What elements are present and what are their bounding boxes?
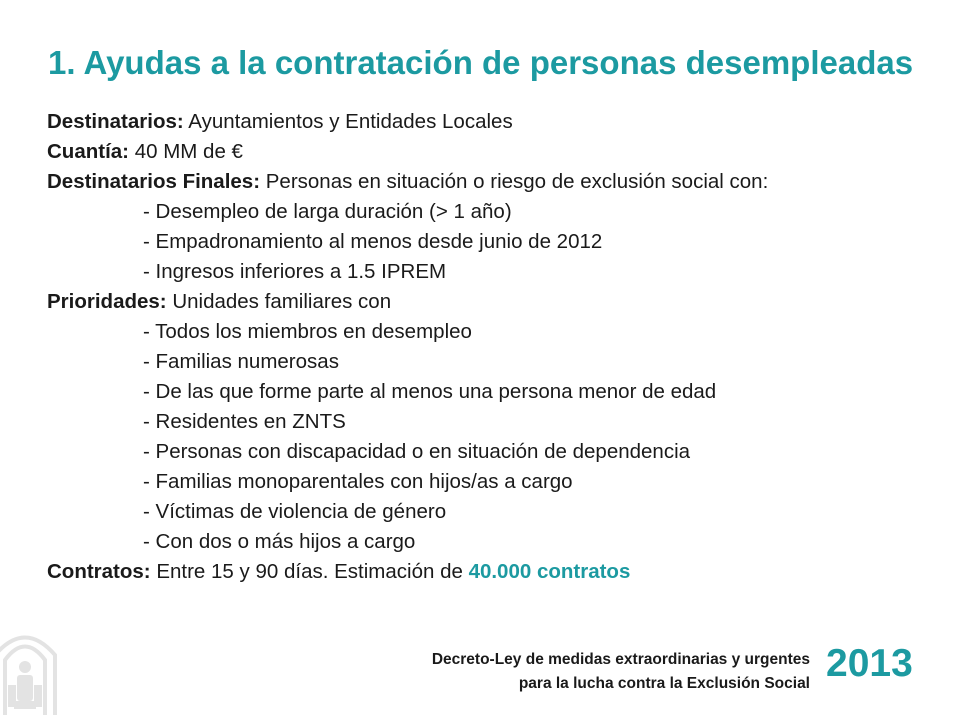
footer-decree — [432, 648, 810, 696]
footer-line-1: Decreto-Ley de medidas extraordinarias y urgentes — [431, 651, 810, 668]
contratos-highlight: 40.000 contratos — [468, 560, 631, 583]
list-item: - Personas con discapacidad o en situación de dependencia — [143, 440, 691, 463]
list-item: - Empadronamiento al menos desde junio de 2012 — [143, 230, 603, 253]
destinatarios-finales-label: Destinatarios Finales: — [47, 170, 261, 193]
prioridades-value: Unidades familiares con — [166, 290, 392, 313]
list-item: - Residentes en ZNTS — [143, 410, 346, 433]
prioridades-line — [47, 287, 927, 317]
list-item: - Todos los miembros en desempleo — [143, 320, 472, 343]
prioridades-label: Prioridades: — [47, 290, 167, 313]
destinatarios-value: Ayuntamientos y Entidades Locales — [183, 110, 513, 133]
contratos-line — [47, 557, 927, 587]
list-item: - Ingresos inferiores a 1.5 IPREM — [143, 260, 447, 283]
contratos-value: Entre 15 y 90 días. Estimación de — [150, 560, 469, 583]
list-item: - Familias numerosas — [143, 350, 339, 373]
destinatarios-finales-value: Personas en situación o riesgo de exclusión social con: — [260, 170, 769, 193]
footer-line-2: para la lucha contra la Exclusión Social — [518, 675, 810, 692]
footer-year: 2013 — [826, 642, 913, 685]
content-body — [47, 107, 927, 587]
page-title: 1. Ayudas a la contratación de personas desempleadas — [48, 44, 914, 81]
cuantia-value: 40 MM de € — [129, 140, 243, 163]
destinatarios-line — [47, 107, 927, 137]
andalucia-emblem-icon — [0, 625, 60, 720]
list-item: - Víctimas de violencia de género — [143, 500, 447, 523]
list-item: - De las que forme parte al menos una persona menor de edad — [143, 380, 717, 403]
cuantia-line — [47, 137, 927, 167]
list-item: - Con dos o más hijos a cargo — [143, 530, 416, 553]
list-item: - Desempleo de larga duración (> 1 año) — [143, 200, 512, 223]
cuantia-label: Cuantía: — [47, 140, 129, 163]
list-item: - Familias monoparentales con hijos/as a cargo — [143, 470, 573, 493]
destinatarios-finales-line — [47, 167, 927, 197]
destinatarios-label: Destinatarios: — [47, 110, 184, 133]
contratos-label: Contratos: — [47, 560, 151, 583]
